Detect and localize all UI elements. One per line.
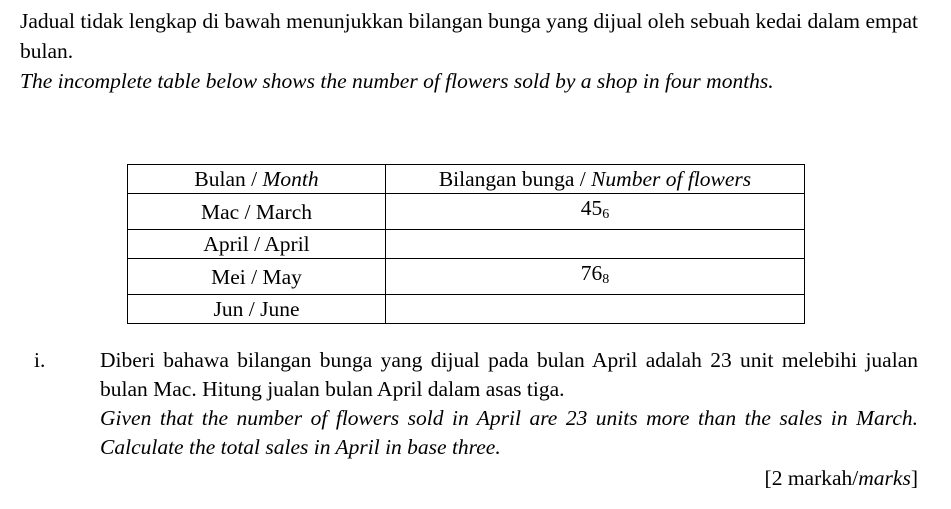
intro-paragraph (20, 6, 918, 96)
question-number: i. (34, 348, 46, 372)
month-cell: April / April (128, 230, 386, 259)
value-cell (386, 230, 805, 259)
table-row (128, 295, 805, 324)
table-row (128, 230, 805, 259)
header-number-of-flowers: Bilangan bunga / Number of flowers (386, 165, 805, 194)
month-cell: Jun / June (128, 295, 386, 324)
month-cell: Mac / March (128, 194, 386, 230)
intro-malay-text: Jadual tidak lengkap di bawah menunjukkan bilangan bunga yang dijual oleh sebuah kedai dalam empat bulan. (20, 9, 918, 63)
base-subscript: 8 (602, 272, 610, 287)
base-subscript: 6 (602, 207, 610, 222)
table-row (128, 194, 805, 230)
month-cell: Mei / May (128, 259, 386, 295)
value-cell: $76_8$ (386, 259, 805, 295)
question-malay-text: Diberi bahawa bilangan bunga yang dijual pada bulan April adalah 23 unit melebihi jualan bulan Mac. Hitung jualan bulan April dalam asas tiga. (100, 348, 918, 401)
question-i (34, 346, 918, 462)
table-row (128, 259, 805, 295)
header-month: Bulan / Month (128, 165, 386, 194)
value-cell: $45_6$ (386, 194, 805, 230)
flower-sales-table (127, 164, 805, 324)
table-header-row (128, 165, 805, 194)
value-cell (386, 295, 805, 324)
question-english-text: Given that the number of flowers sold in April are 23 units more than the sales in March. Calculate the total sales in April in base three. (100, 406, 918, 459)
marks-label: [2 markah/marks] (764, 466, 918, 490)
intro-english-text: The incomplete table below shows the number of flowers sold by a shop in four months. (20, 69, 774, 93)
